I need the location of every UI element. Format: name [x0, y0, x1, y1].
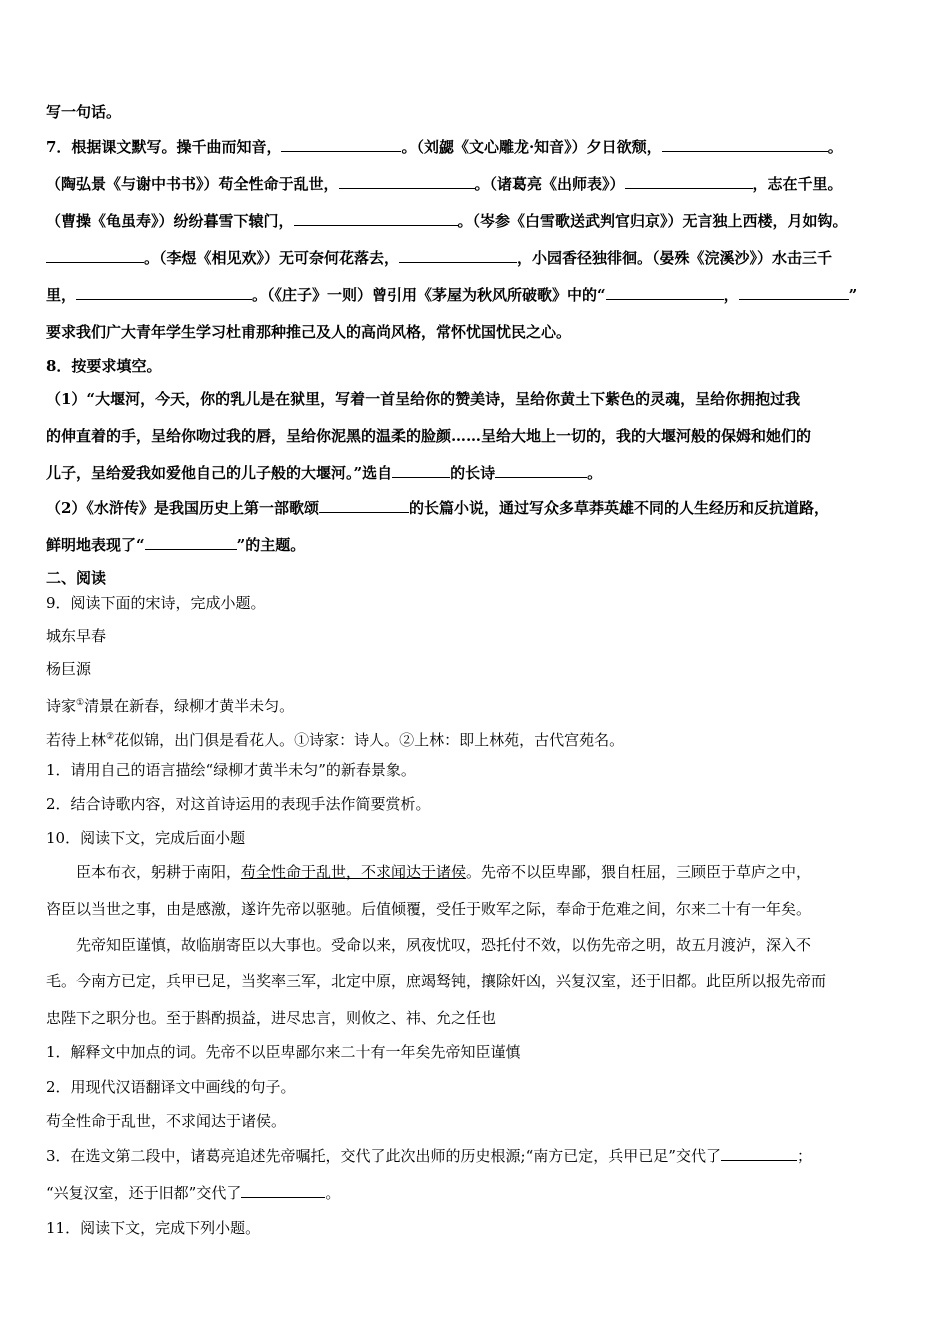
answer-blank — [281, 137, 401, 152]
question-11: 11．阅读下文，完成下列小题。 — [46, 1219, 261, 1237]
sub-question: 1．请用自己的语言描绘“绿柳才黄半未匀”的新春景象。 — [46, 761, 416, 779]
underlined-sentence: 苟全性命于乱世，不求闻达于诸侯 — [241, 863, 467, 881]
answer-blank — [294, 211, 458, 226]
answer-blank — [739, 285, 849, 300]
passage-line: 忠陛下之职分也。至于斟酌损益，进尽忠言，则攸之、祎、允之任也 — [46, 1009, 497, 1027]
answer-blank — [76, 285, 252, 300]
sub-question: 2．用现代汉语翻译文中画线的句子。 — [46, 1078, 296, 1096]
passage-line: 先帝知臣谨慎，故临崩寄臣以大事也。受命以来，夙夜忧叹，恐托付不效，以伤先帝之明，故五月渡泸，深入不 — [76, 936, 812, 954]
question-7: 7．根据课文默写。操千曲而知音， 。（刘勰《文心雕龙·知音》）夕日欲颓， 。 — [46, 138, 843, 156]
text-line: 。（李煜《相见欢》）无可奈何花落去， ，小园香径独徘徊。（晏殊《浣溪沙》）水击三千 — [46, 248, 906, 268]
poem-author: 杨巨源 — [46, 660, 92, 678]
sub-question: 1．解释文中加点的词。先帝不以臣卑鄙尔来二十有一年矣先帝知臣谨慎 — [46, 1043, 521, 1061]
text-line: 儿子，呈给爱我如爱他自己的儿子般的大堰河。”选自 的长诗 。 — [46, 464, 603, 482]
answer-blank — [606, 285, 724, 300]
text-line: 的伸直着的手，呈给你吻过我的唇，呈给你泥黑的温柔的脸颜……呈给大地上一切的，我的大堰河般的保姆和她们的 — [46, 427, 812, 445]
answer-blank — [721, 1146, 797, 1161]
answer-blank — [145, 535, 237, 550]
sub-question: 2．结合诗歌内容，对这首诗运用的表现手法作简要赏析。 — [46, 795, 431, 813]
answer-blank — [495, 463, 587, 478]
passage-line: 毛。今南方已定，兵甲已足，当奖率三军，北定中原，庶竭驽钝，攘除奸凶，兴复汉室，还于旧都。此臣所以报先帝而 — [46, 972, 827, 990]
answer-blank — [662, 137, 828, 152]
poem-line: 若待上林②花似锦，出门俱是看花人。①诗家：诗人。②上林：即上林苑，古代宫苑名。 — [46, 731, 625, 749]
text-line: 写一句话。 — [46, 103, 122, 121]
answer-blank — [319, 498, 409, 513]
answer-blank — [339, 174, 475, 189]
text-line: （2）《水浒传》是我国历史上第一部歌颂 的长篇小说，通过写众多草莽英雄不同的人生经历和反抗道路， — [46, 499, 829, 517]
text-line: （1）“大堰河，今天，你的乳儿是在狱里，写着一首呈给你的赞美诗，呈给你黄土下紫色的灵魂，呈给你拥抱过我 — [46, 390, 801, 408]
passage-line: 臣本布衣，躬耕于南阳，苟全性命于乱世，不求闻达于诸侯。先帝不以臣卑鄙，猥自枉屈，三顾臣于草庐之中， — [76, 863, 812, 881]
text-line: “兴复汉室，还于旧都”交代了 。 — [46, 1184, 341, 1202]
poem-title: 城东早春 — [46, 627, 107, 645]
poem-line: 诗家①清景在新春，绿柳才黄半未匀。 — [46, 697, 295, 715]
passage-line: 咨臣以当世之事，由是感激，遂许先帝以驱驰。后值倾覆，受任于败军之际，奉命于危难之间，尔来二十有一年矣。 — [46, 900, 812, 918]
question-8: 8．按要求填空。 — [46, 357, 162, 375]
text-line: 里， 。（《庄子》一则）曾引用《茅屋为秋风所破歌》中的“ ， ” — [46, 286, 858, 304]
text-line: （曹操《龟虽寿》）纷纷暮雪下辕门， 。（岑参《白雪歌送武判官归京》）无言独上西楼，月如钩。 — [46, 212, 848, 230]
answer-blank — [625, 174, 753, 189]
answer-blank — [399, 248, 517, 263]
section-heading: 二、阅读 — [46, 569, 107, 587]
answer-blank — [241, 1183, 325, 1198]
text-line: （陶弘景《与谢中书书》）苟全性命于乱世， 。（诸葛亮《出师表》） ，志在千里。 — [46, 175, 843, 193]
answer-blank — [392, 463, 450, 478]
question-10: 10．阅读下文，完成后面小题 — [46, 829, 246, 847]
answer-blank — [46, 248, 144, 263]
text-line: 鲜明地表现了“ ”的主题。 — [46, 536, 306, 554]
text-line: 要求我们广大青年学生学习杜甫那种推己及人的高尚风格，常怀忧国忧民之心。 — [46, 323, 572, 341]
sub-question: 3．在选文第二段中，诸葛亮追述先帝嘱托，交代了此次出师的历史根源;“南方已定，兵甲已足”交代了 ； — [46, 1147, 812, 1165]
text-line: 苟全性命于乱世，不求闻达于诸侯。 — [46, 1112, 287, 1130]
question-9: 9．阅读下面的宋诗，完成小题。 — [46, 594, 266, 612]
